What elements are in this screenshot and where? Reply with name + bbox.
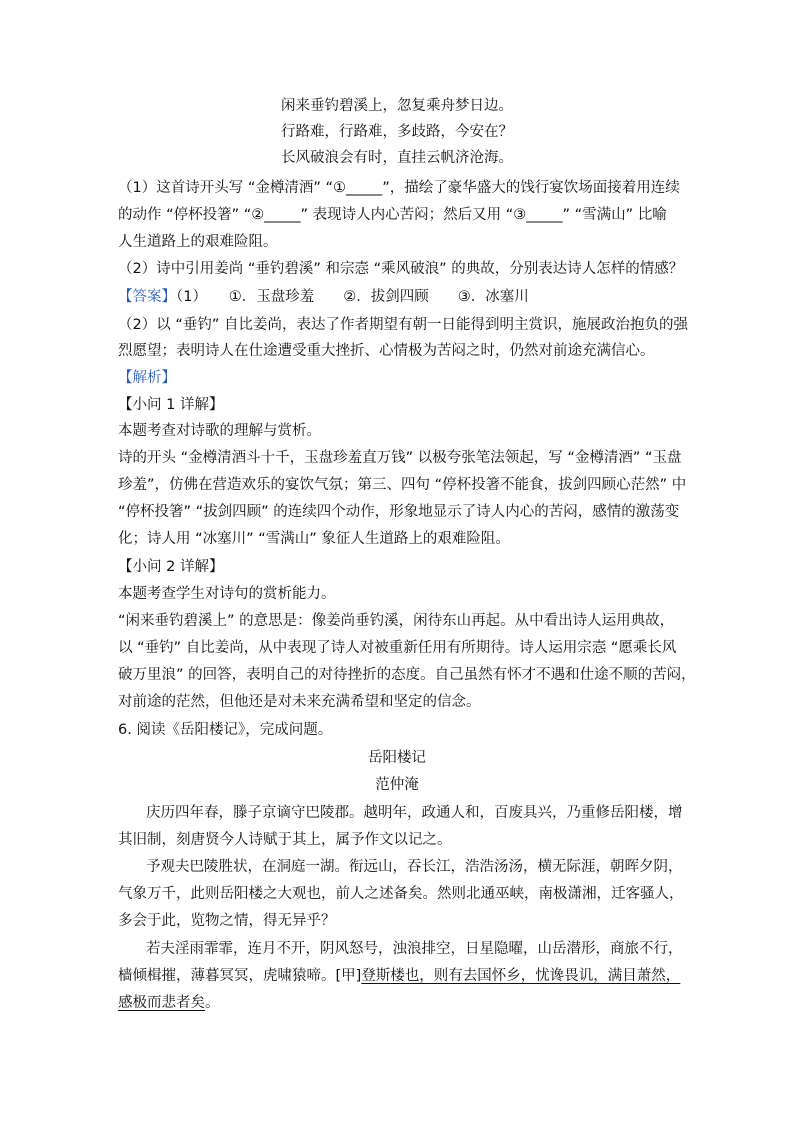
paragraph-2-line-2: 气象万千，此则岳阳楼之大观也，前人之述备矣。然则北通巫峡，南极潇湘，迁客骚人， [118,886,684,902]
essay-author: 范仲淹 [375,777,419,793]
poem-line-1: 闲来垂钓碧溪上，忽复乘舟梦日边。 [281,98,513,114]
sub-question-2-line-3: 破万里浪” 的回答，表明自己的对待挫折的态度。自己虽然有怀才不遇和仕途不顺的苦闷， [118,667,696,683]
question-1-line-2: 的动作 “停杯投箸” “②_____” 表现诗人内心苦闷；然后又用 “③_____” “雪满山” 比喻 [118,207,667,223]
sub-question-1-line-4: 化；诗人用 “冰塞川” “雪满山” 象征人生道路上的艰难险阻。 [118,531,510,547]
question-1-line-1: （1）这首诗开头写 “金樽清酒” “①_____”，描绘了豪华盛大的饯行宴饮场面接着用连续 [118,180,680,196]
paragraph-3-line-2-plain: 樯倾楫摧，薄暮冥冥，虎啸猿啼。[甲] [118,968,362,984]
question-1-line-3: 人生道路上的艰难险阻。 [118,234,278,250]
sub-question-1-line-3: “停杯投箸” “拔剑四顾” 的连续四个动作，形象地显示了诗人内心的苦闷，感情的激荡变 [118,504,680,520]
analysis-label: 【解析】 [118,370,176,386]
answer-part-1: （1） ①．玉盘珍羞 ②．拔剑四顾 ③．冰塞川 [176,289,529,305]
paragraph-3-line-2 [118,966,680,986]
paragraph-2-line-3: 多会于此，览物之情，得无异乎？ [118,913,336,929]
question-2: （2）诗中引用姜尚 “垂钓碧溪” 和宗悫 “乘风破浪” 的典故，分别表达诗人怎样的情感？ [118,261,684,277]
sub-question-2-title: 【小问 2 详解】 [118,559,224,575]
sub-question-2-intro: 本题考查学生对诗句的赏析能力。 [118,586,336,602]
answer-part-2-line-1: （2）以 “垂钓” 自比姜尚，表达了作者期望有朝一日能得到明主赏识，施展政治抱负的强 [118,317,688,333]
answer-part-2-line-2: 烈愿望；表明诗人在仕途遭受重大挫折、心情极为苦闷之时，仍然对前途充满信心。 [118,343,655,359]
section-6-heading: 6. 阅读《岳阳楼记》，完成问题。 [118,722,333,738]
sub-question-1-title: 【小问 1 详解】 [118,397,224,413]
paragraph-3-end-punct: 。 [205,995,220,1011]
essay-title: 岳阳楼记 [368,750,426,766]
paragraph-2-line-1: 予观夫巴陵胜状，在洞庭一湖。衔远山，吞长江，浩浩汤汤，横无际涯，朝晖夕阴， [146,859,683,875]
underlined-sentence-part-1: 登斯楼也，则有去国怀乡，忧谗畏讥，满目萧然， [361,968,681,984]
poem-line-3: 长风破浪会有时，直挂云帆济沧海。 [281,150,513,166]
sub-question-2-line-2: 以 “垂钓” 自比姜尚，从中表现了诗人对被重新任用有所期待。诗人运用宗悫 “愿乘长风 [118,640,677,656]
paragraph-3-line-1: 若夫淫雨霏霏，连月不开，阴风怒号，浊浪排空，日星隐曜，山岳潜形，商旅不行， [146,941,683,957]
answer-line [118,287,529,307]
sub-question-2-line-1: “闲来垂钓碧溪上” 的意思是：像姜尚垂钓溪，闲待东山再起。从中看出诗人运用典故， [118,613,675,629]
sub-question-1-line-1: 诗的开头 “金樽清酒斗十千，玉盘珍羞直万钱” 以极夸张笔法领起，写 “金樽清酒” “玉盘 [118,450,682,466]
sub-question-1-line-2: 珍羞”，仿佛在营造欢乐的宴饮气氛；第三、四句 “停杯投箸不能食，拔剑四顾心茫然” 中 [118,477,687,493]
paragraph-1-line-2: 其旧制，刻唐贤今人诗赋于其上，属予作文以记之。 [118,832,452,848]
paragraph-3-line-3 [118,993,220,1013]
answer-label: 【答案】 [118,289,176,305]
poem-line-2: 行路难，行路难，多歧路，今安在？ [281,124,513,140]
sub-question-1-intro: 本题考查对诗歌的理解与赏析。 [118,423,321,439]
sub-question-2-line-4: 对前途的茫然，但他还是对未来充满希望和坚定的信念。 [118,694,481,710]
paragraph-1-line-1: 庆历四年春，滕子京谪守巴陵郡。越明年，政通人和，百废具兴，乃重修岳阳楼，增 [146,805,683,821]
underlined-sentence-part-2: 感极而悲者矣 [118,995,205,1011]
